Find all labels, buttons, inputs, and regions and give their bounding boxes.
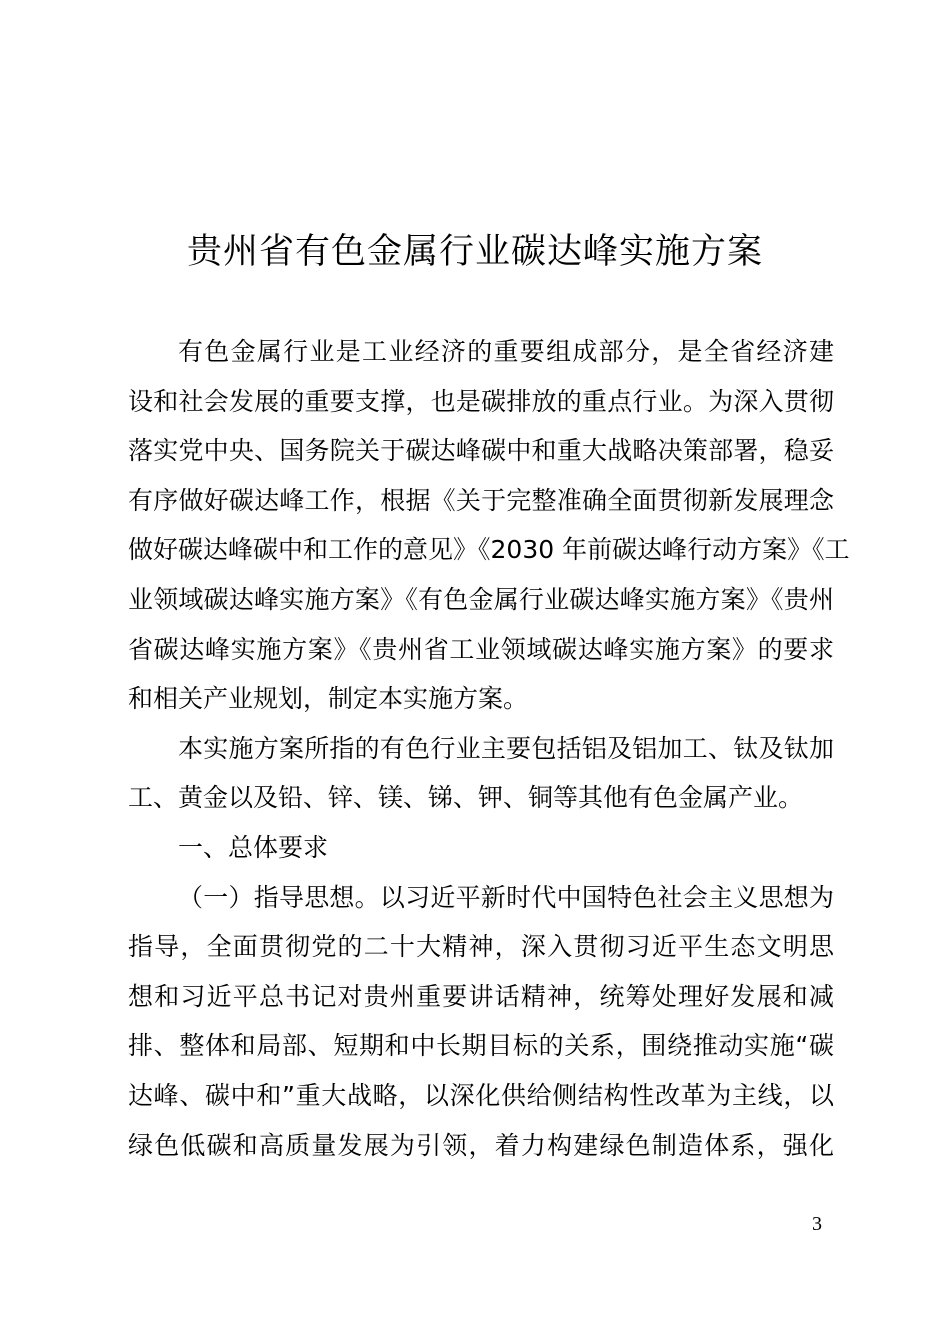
document-body [128, 327, 850, 1170]
paragraph-line: 做好碳达峰碳中和工作的意见》《2030 年前碳达峰行动方案》《工 [128, 535, 850, 565]
page-number: 3 [812, 1213, 822, 1235]
paragraph-line: 达峰、碳中和”重大战略，以深化供给侧结构性改革为主线，以 [128, 1080, 834, 1110]
paragraph-line: 有色金属行业是工业经济的重要组成部分，是全省经济建 [178, 337, 834, 366]
paragraph-line: 本实施方案所指的有色行业主要包括铝及铝加工、钛及钛加 [178, 733, 834, 763]
paragraph-line: 有序做好碳达峰工作，根据《关于完整准确全面贯彻新发展理念 [128, 485, 834, 515]
paragraph-line: 省碳达峰实施方案》《贵州省工业领域碳达峰实施方案》的要求 [128, 634, 834, 664]
paragraph-line: 业领域碳达峰实施方案》《有色金属行业碳达峰实施方案》《贵州 [128, 584, 834, 614]
paragraph-line: 排、整体和局部、短期和中长期目标的关系，围绕推动实施“碳 [128, 1031, 834, 1061]
paragraph-line: （一）指导思想。以习近平新时代中国特色社会主义思想为 [178, 882, 834, 912]
section-heading: 一、总体要求 [178, 832, 329, 862]
paragraph-line: 想和习近平总书记对贵州重要讲话精神，统筹处理好发展和减 [128, 981, 834, 1011]
paragraph-line: 设和社会发展的重要支撑，也是碳排放的重点行业。为深入贯彻 [128, 386, 834, 416]
paragraph-line: 绿色低碳和高质量发展为引领，着力构建绿色制造体系，强化 [128, 1130, 834, 1160]
paragraph-line: 指导，全面贯彻党的二十大精神，深入贯彻习近平生态文明思 [128, 932, 834, 962]
paragraph-line: 和相关产业规划，制定本实施方案。 [128, 684, 529, 714]
document-title: 贵州省有色金属行业碳达峰实施方案 [186, 232, 763, 272]
paragraph-line: 工、黄金以及铅、锌、镁、锑、钾、铜等其他有色金属产业。 [128, 783, 804, 813]
paragraph-line: 落实党中央、国务院关于碳达峰碳中和重大战略决策部署，稳妥 [128, 436, 834, 466]
